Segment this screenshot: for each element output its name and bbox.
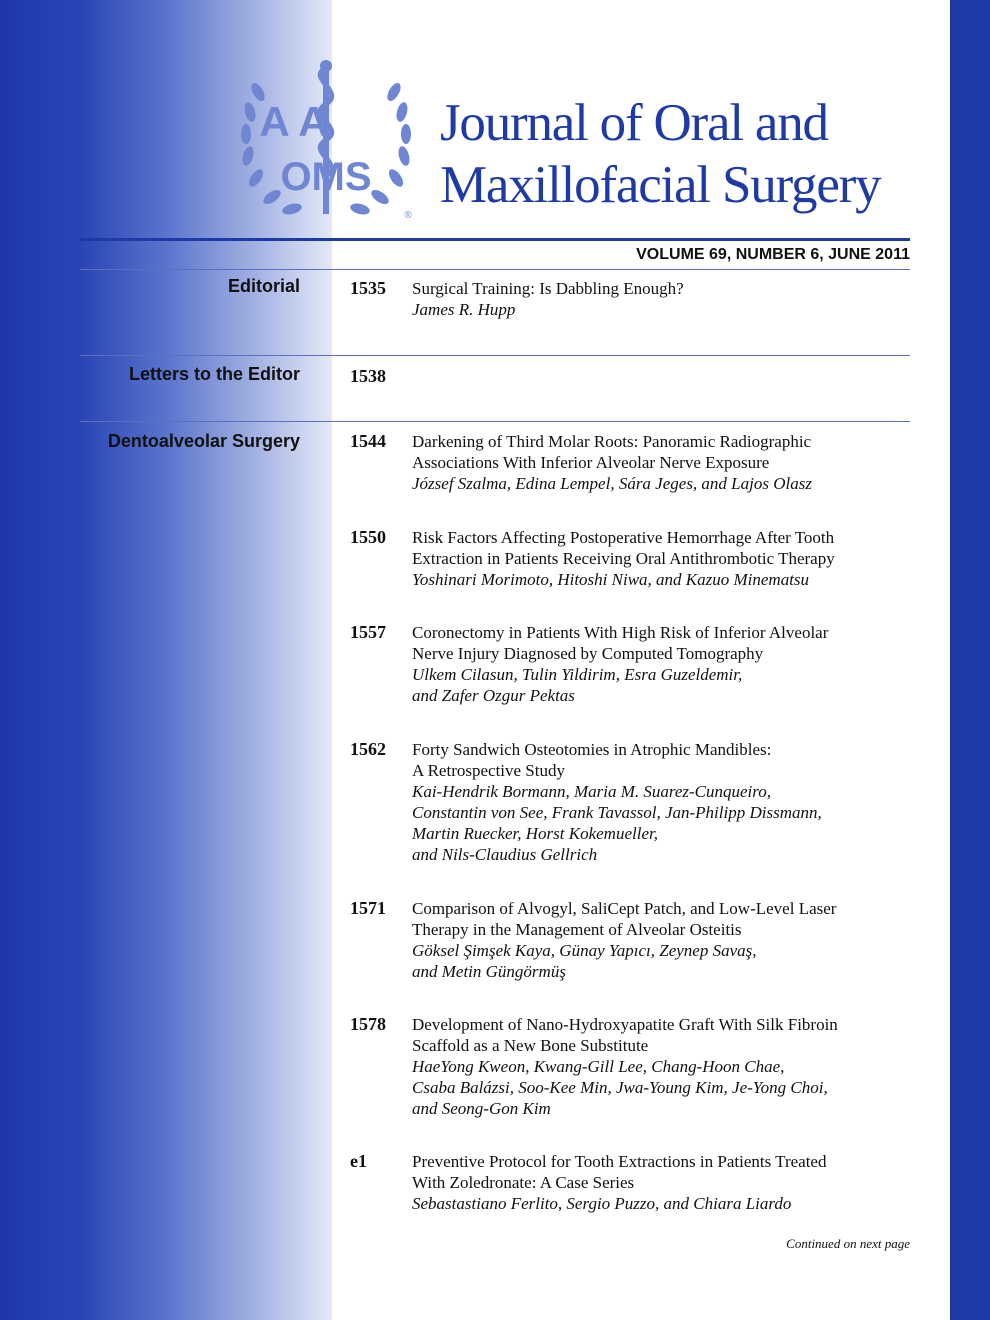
divider <box>80 355 910 356</box>
journal-title <box>440 92 940 216</box>
toc-entry <box>412 1151 912 1214</box>
article-title: Development of Nano-Hydroxyapatite Graft With Silk Fibroin <box>412 1015 838 1034</box>
article-authors: Yoshinari Morimoto, Hitoshi Niwa, and Kazuo Minematsu <box>412 570 810 589</box>
page-number: 1544 <box>350 431 386 451</box>
journal-title-line: Journal of Oral and <box>440 94 828 152</box>
article-authors: Kai-Hendrik Bormann, Maria M. Suarez-Cunqueiro, <box>412 782 772 801</box>
page-number: 1550 <box>350 527 386 547</box>
page-number: 1571 <box>350 898 386 918</box>
article-authors: Ulkem Cilasun, Tulin Yildirim, Esra Guzeldemir, <box>412 665 743 684</box>
toc-entry <box>412 1014 912 1119</box>
toc-entry <box>412 622 912 706</box>
divider <box>80 269 910 270</box>
toc-entry <box>412 431 912 494</box>
article-authors: Constantin von See, Frank Tavassol, Jan-Philipp Dissmann, <box>412 803 822 822</box>
header-rule <box>80 238 910 241</box>
section-dentoalveolar: Dentoalveolar Surgery <box>107 431 300 451</box>
toc-entry <box>412 527 912 590</box>
toc-entry <box>412 898 912 982</box>
article-title: A Retrospective Study <box>412 761 565 780</box>
article-authors: Göksel Şimşek Kaya, Günay Yapıcı, Zeynep Savaş, <box>412 941 757 960</box>
continued-note: Continued on next page <box>786 1236 910 1251</box>
toc-entry <box>412 739 912 865</box>
article-authors: and Metin Güngörmüş <box>412 962 566 981</box>
article-title: Nerve Injury Diagnosed by Computed Tomography <box>412 644 764 663</box>
article-authors: James R. Hupp <box>412 300 516 319</box>
page-number: 1578 <box>350 1014 386 1034</box>
article-title: Coronectomy in Patients With High Risk of Inferior Alveolar <box>412 623 829 642</box>
article-authors: and Seong-Gon Kim <box>412 1099 551 1118</box>
journal-title-line: Maxillofacial Surgery <box>440 156 881 214</box>
article-title: Forty Sandwich Osteotomies in Atrophic Mandibles: <box>412 740 772 759</box>
article-title: Surgical Training: Is Dabbling Enough? <box>412 279 684 298</box>
logo-letters-bottom: OMS <box>280 155 372 199</box>
article-title: With Zoledronate: A Case Series <box>412 1173 635 1192</box>
article-authors: Csaba Balázsi, Soo-Kee Min, Jwa-Young Kim, Je-Yong Choi, <box>412 1078 828 1097</box>
registered-mark: ® <box>404 210 412 221</box>
page-number: 1557 <box>350 622 386 642</box>
divider <box>80 421 910 422</box>
page-number: 1538 <box>350 366 386 386</box>
article-title: Extraction in Patients Receiving Oral Antithrombotic Therapy <box>412 549 835 568</box>
article-title: Scaffold as a New Bone Substitute <box>412 1036 649 1055</box>
page-number: 1562 <box>350 739 386 759</box>
article-title: Therapy in the Management of Alveolar Osteitis <box>412 920 742 939</box>
section-letters: Letters to the Editor <box>128 364 300 384</box>
section-editorial: Editorial <box>227 276 300 296</box>
article-authors: and Nils-Claudius Gellrich <box>412 845 598 864</box>
aaoms-logo <box>236 58 416 222</box>
toc-entry <box>412 278 912 320</box>
article-authors: and Zafer Ozgur Pektas <box>412 686 575 705</box>
article-title: Preventive Protocol for Tooth Extractions in Patients Treated <box>412 1152 827 1171</box>
logo-letters-top: A A <box>259 98 329 145</box>
article-authors: Martin Ruecker, Horst Kokemueller, <box>412 824 658 843</box>
article-title: Associations With Inferior Alveolar Nerve Exposure <box>412 453 770 472</box>
article-title: Risk Factors Affecting Postoperative Hemorrhage After Tooth <box>412 528 835 547</box>
article-authors: József Szalma, Edina Lempel, Sára Jeges, and Lajos Olasz <box>412 474 812 493</box>
article-title: Comparison of Alvogyl, SaliCept Patch, and Low-Level Laser <box>412 899 837 918</box>
article-title: Darkening of Third Molar Roots: Panoramic Radiographic <box>412 432 812 451</box>
issue-info: VOLUME 69, NUMBER 6, JUNE 2011 <box>636 246 910 263</box>
article-authors: Sebastastiano Ferlito, Sergio Puzzo, and Chiara Liardo <box>412 1194 792 1213</box>
page-number: 1535 <box>350 278 386 298</box>
page-number: e1 <box>350 1151 367 1171</box>
right-color-band <box>950 0 990 1320</box>
article-authors: HaeYong Kweon, Kwang-Gill Lee, Chang-Hoon Chae, <box>412 1057 785 1076</box>
